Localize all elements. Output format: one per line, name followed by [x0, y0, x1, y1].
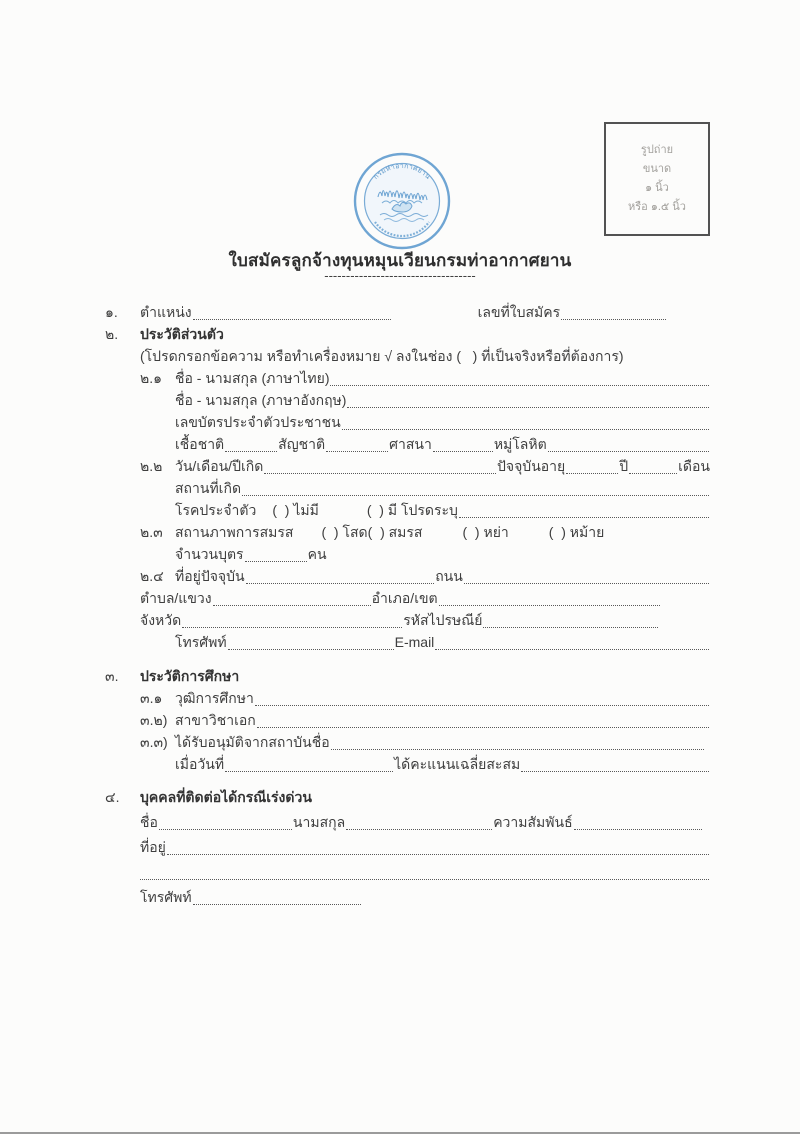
race-field: [225, 451, 277, 452]
item-2-2-number: ๒.๒: [140, 458, 163, 474]
row-province-postcode: [105, 609, 710, 631]
race-label: เชื้อชาติ: [175, 436, 225, 452]
contact-phone-label: โทรศัพท์: [140, 889, 192, 905]
instruction-note: (โปรดกรอกข้อความ หรือทำเครื่องหมาย √ ลงในช่อง ( ) ที่เป็นจริงหรือที่ต้องการ): [140, 348, 624, 364]
birthdate-label: วัน/เดือน/ปีเกิด: [175, 458, 264, 474]
row-id-card: [105, 411, 710, 433]
name-english-label: ชื่อ - นามสกุล (ภาษาอังกฤษ): [175, 392, 347, 408]
item-4-number: ๔.: [105, 789, 120, 805]
province-field: [182, 627, 402, 628]
id-card-label: เลขบัตรประจำตัวประชาชน: [175, 414, 341, 430]
id-card-field: [342, 429, 709, 430]
row-disease: [105, 499, 710, 521]
row-name-thai: [105, 367, 710, 389]
section2-title: ประวัติส่วนตัว: [140, 326, 224, 342]
checkbox-widowed: ( ) หม้าย: [548, 524, 605, 540]
blood-group-field: [548, 451, 709, 452]
disease-specify-field: [459, 517, 709, 518]
age-years-field: [566, 473, 618, 474]
name-english-field: [347, 407, 709, 408]
qualification-field: [255, 705, 709, 706]
district-field: [439, 605, 660, 606]
relationship-field: [574, 829, 702, 830]
row-contact-name: [105, 808, 710, 833]
item-2-3-number: ๒.๓: [140, 524, 163, 540]
phone-field: [228, 649, 394, 650]
form-title: ใบสมัครลูกจ้างทุนหมุนเวียนกรมท่าอากาศยาน: [228, 251, 572, 270]
children-count-label: จำนวนบุตร: [175, 546, 244, 562]
row-marital-status: [105, 521, 710, 543]
contact-address-field-2: [140, 879, 709, 880]
approval-date-label: เมื่อวันที่: [175, 756, 225, 772]
row-qualification: [105, 687, 710, 709]
item-3-number: ๓.: [105, 668, 119, 684]
road-field: [464, 583, 709, 584]
row-instruction-note: [105, 345, 710, 367]
row-section2-heading: [105, 323, 710, 345]
row-children-count: [105, 543, 710, 565]
row-race-nationality: [105, 433, 710, 455]
section-gap: [105, 653, 710, 665]
divider-dashes: -----------------------------------: [324, 268, 476, 283]
contact-address-field: [167, 854, 709, 855]
children-count-field: [245, 561, 307, 562]
row-birthdate: [105, 455, 710, 477]
subdistrict-field: [213, 605, 371, 606]
application-no-label: เลขที่ใบสมัคร: [477, 304, 561, 320]
age-months-unit: เดือน: [678, 458, 710, 474]
photo-box-line: รูปถ่าย: [640, 143, 674, 156]
row-contact-phone: [105, 883, 710, 908]
road-label: ถนน: [435, 568, 463, 584]
gpa-field: [521, 771, 709, 772]
age-years-unit: ปี: [619, 458, 629, 474]
gpa-label: ได้คะแนนเฉลี่ยสะสม: [394, 756, 521, 772]
birthplace-field: [242, 495, 709, 496]
marital-status-label: สถานภาพการสมรส: [175, 524, 294, 540]
contact-name-label: ชื่อ: [140, 814, 158, 830]
application-no-field: [561, 319, 666, 320]
province-label: จังหวัด: [140, 612, 182, 628]
item-2-1-number: ๒.๑: [140, 370, 163, 386]
religion-field: [433, 451, 493, 452]
name-thai-label: ชื่อ - นามสกุล (ภาษาไทย): [175, 370, 330, 386]
name-thai-field: [330, 385, 709, 386]
row-approval-date-gpa: [105, 753, 710, 775]
major-label: สาขาวิชาเอก: [175, 712, 256, 728]
current-age-label: ปัจจุบันอายุ: [497, 458, 566, 474]
nationality-label: สัญชาติ: [278, 436, 326, 452]
row-name-english: [105, 389, 710, 411]
current-address-field: [246, 583, 435, 584]
contact-surname-field: [346, 829, 492, 830]
blood-group-label: หมู่โลหิต: [493, 436, 547, 452]
institute-field: [331, 749, 704, 750]
row-contact-address-2: [105, 858, 710, 883]
district-label: อำเภอ/เขต: [371, 590, 438, 606]
checkbox-disease-yes: ( ) มี โปรดระบุ: [366, 502, 458, 518]
disease-label: โรคประจำตัว: [175, 502, 257, 518]
current-address-label: ที่อยู่ปัจจุบัน: [175, 568, 245, 584]
postcode-label: รหัสไปรษณีย์: [403, 612, 483, 628]
major-field: [257, 727, 709, 728]
item-2-4-number: ๒.๔: [140, 568, 164, 584]
contact-name-field: [159, 829, 292, 830]
item-2-number: ๒.: [105, 326, 119, 342]
position-field: [193, 319, 391, 320]
email-label: E-mail: [394, 634, 435, 650]
row-section3-heading: [105, 665, 710, 687]
postcode-field: [483, 627, 658, 628]
contact-address-label: ที่อยู่: [140, 839, 166, 855]
religion-label: ศาสนา: [389, 436, 432, 452]
row-current-address: [105, 565, 710, 587]
row-major: [105, 709, 710, 731]
approval-date-field: [225, 771, 393, 772]
item-3-3-number: ๓.๓): [140, 734, 168, 750]
subdistrict-label: ตำบล/แขวง: [140, 590, 212, 606]
children-unit-label: คน: [307, 546, 327, 562]
checkbox-married: ( ) สมรส: [367, 524, 423, 540]
contact-surname-label: นามสกุล: [292, 814, 346, 830]
phone-label: โทรศัพท์: [175, 634, 227, 650]
checkbox-disease-none: ( ) ไม่มี: [272, 502, 319, 518]
section-gap: [105, 775, 710, 783]
item-3-1-number: ๓.๑: [140, 690, 163, 706]
row-institute: [105, 731, 710, 753]
qualification-label: วุฒิการศึกษา: [175, 690, 254, 706]
contact-phone-field: [193, 904, 361, 905]
row-contact-address: [105, 833, 710, 858]
relationship-label: ความสัมพันธ์: [493, 814, 573, 830]
photo-box: [604, 122, 710, 236]
checkbox-divorced: ( ) หย่า: [462, 524, 509, 540]
section3-title: ประวัติการศึกษา: [140, 668, 240, 684]
email-field: [435, 649, 709, 650]
application-form: [105, 301, 710, 908]
photo-box-line: หรือ ๑.๕ นิ้ว: [628, 201, 686, 214]
photo-box-line: ขนาด: [642, 162, 672, 175]
row-birthplace: [105, 477, 710, 499]
age-months-field: [629, 473, 677, 474]
row-position: [105, 301, 710, 323]
section4-title: บุคคลที่ติดต่อได้กรณีเร่งด่วน: [140, 789, 312, 805]
birthdate-field: [264, 473, 496, 474]
seal-arc-text: กรมท่าอากาศยาน: [372, 162, 432, 181]
institute-label: ได้รับอนุมัติจากสถาบันชื่อ: [175, 734, 330, 750]
item-3-2-number: ๓.๒): [140, 712, 168, 728]
row-subdistrict-district: [105, 587, 710, 609]
position-label: ตำแหน่ง: [140, 304, 192, 320]
nationality-field: [326, 451, 388, 452]
row-section4-heading: [105, 783, 710, 808]
item-1-number: ๑.: [105, 304, 118, 320]
checkbox-single: ( ) โสด: [321, 524, 368, 540]
row-phone-email: [105, 631, 710, 653]
photo-box-line: ๑ นิ้ว: [645, 182, 669, 194]
department-of-airports-seal-icon: [352, 151, 452, 251]
birthplace-label: สถานที่เกิด: [175, 480, 242, 496]
